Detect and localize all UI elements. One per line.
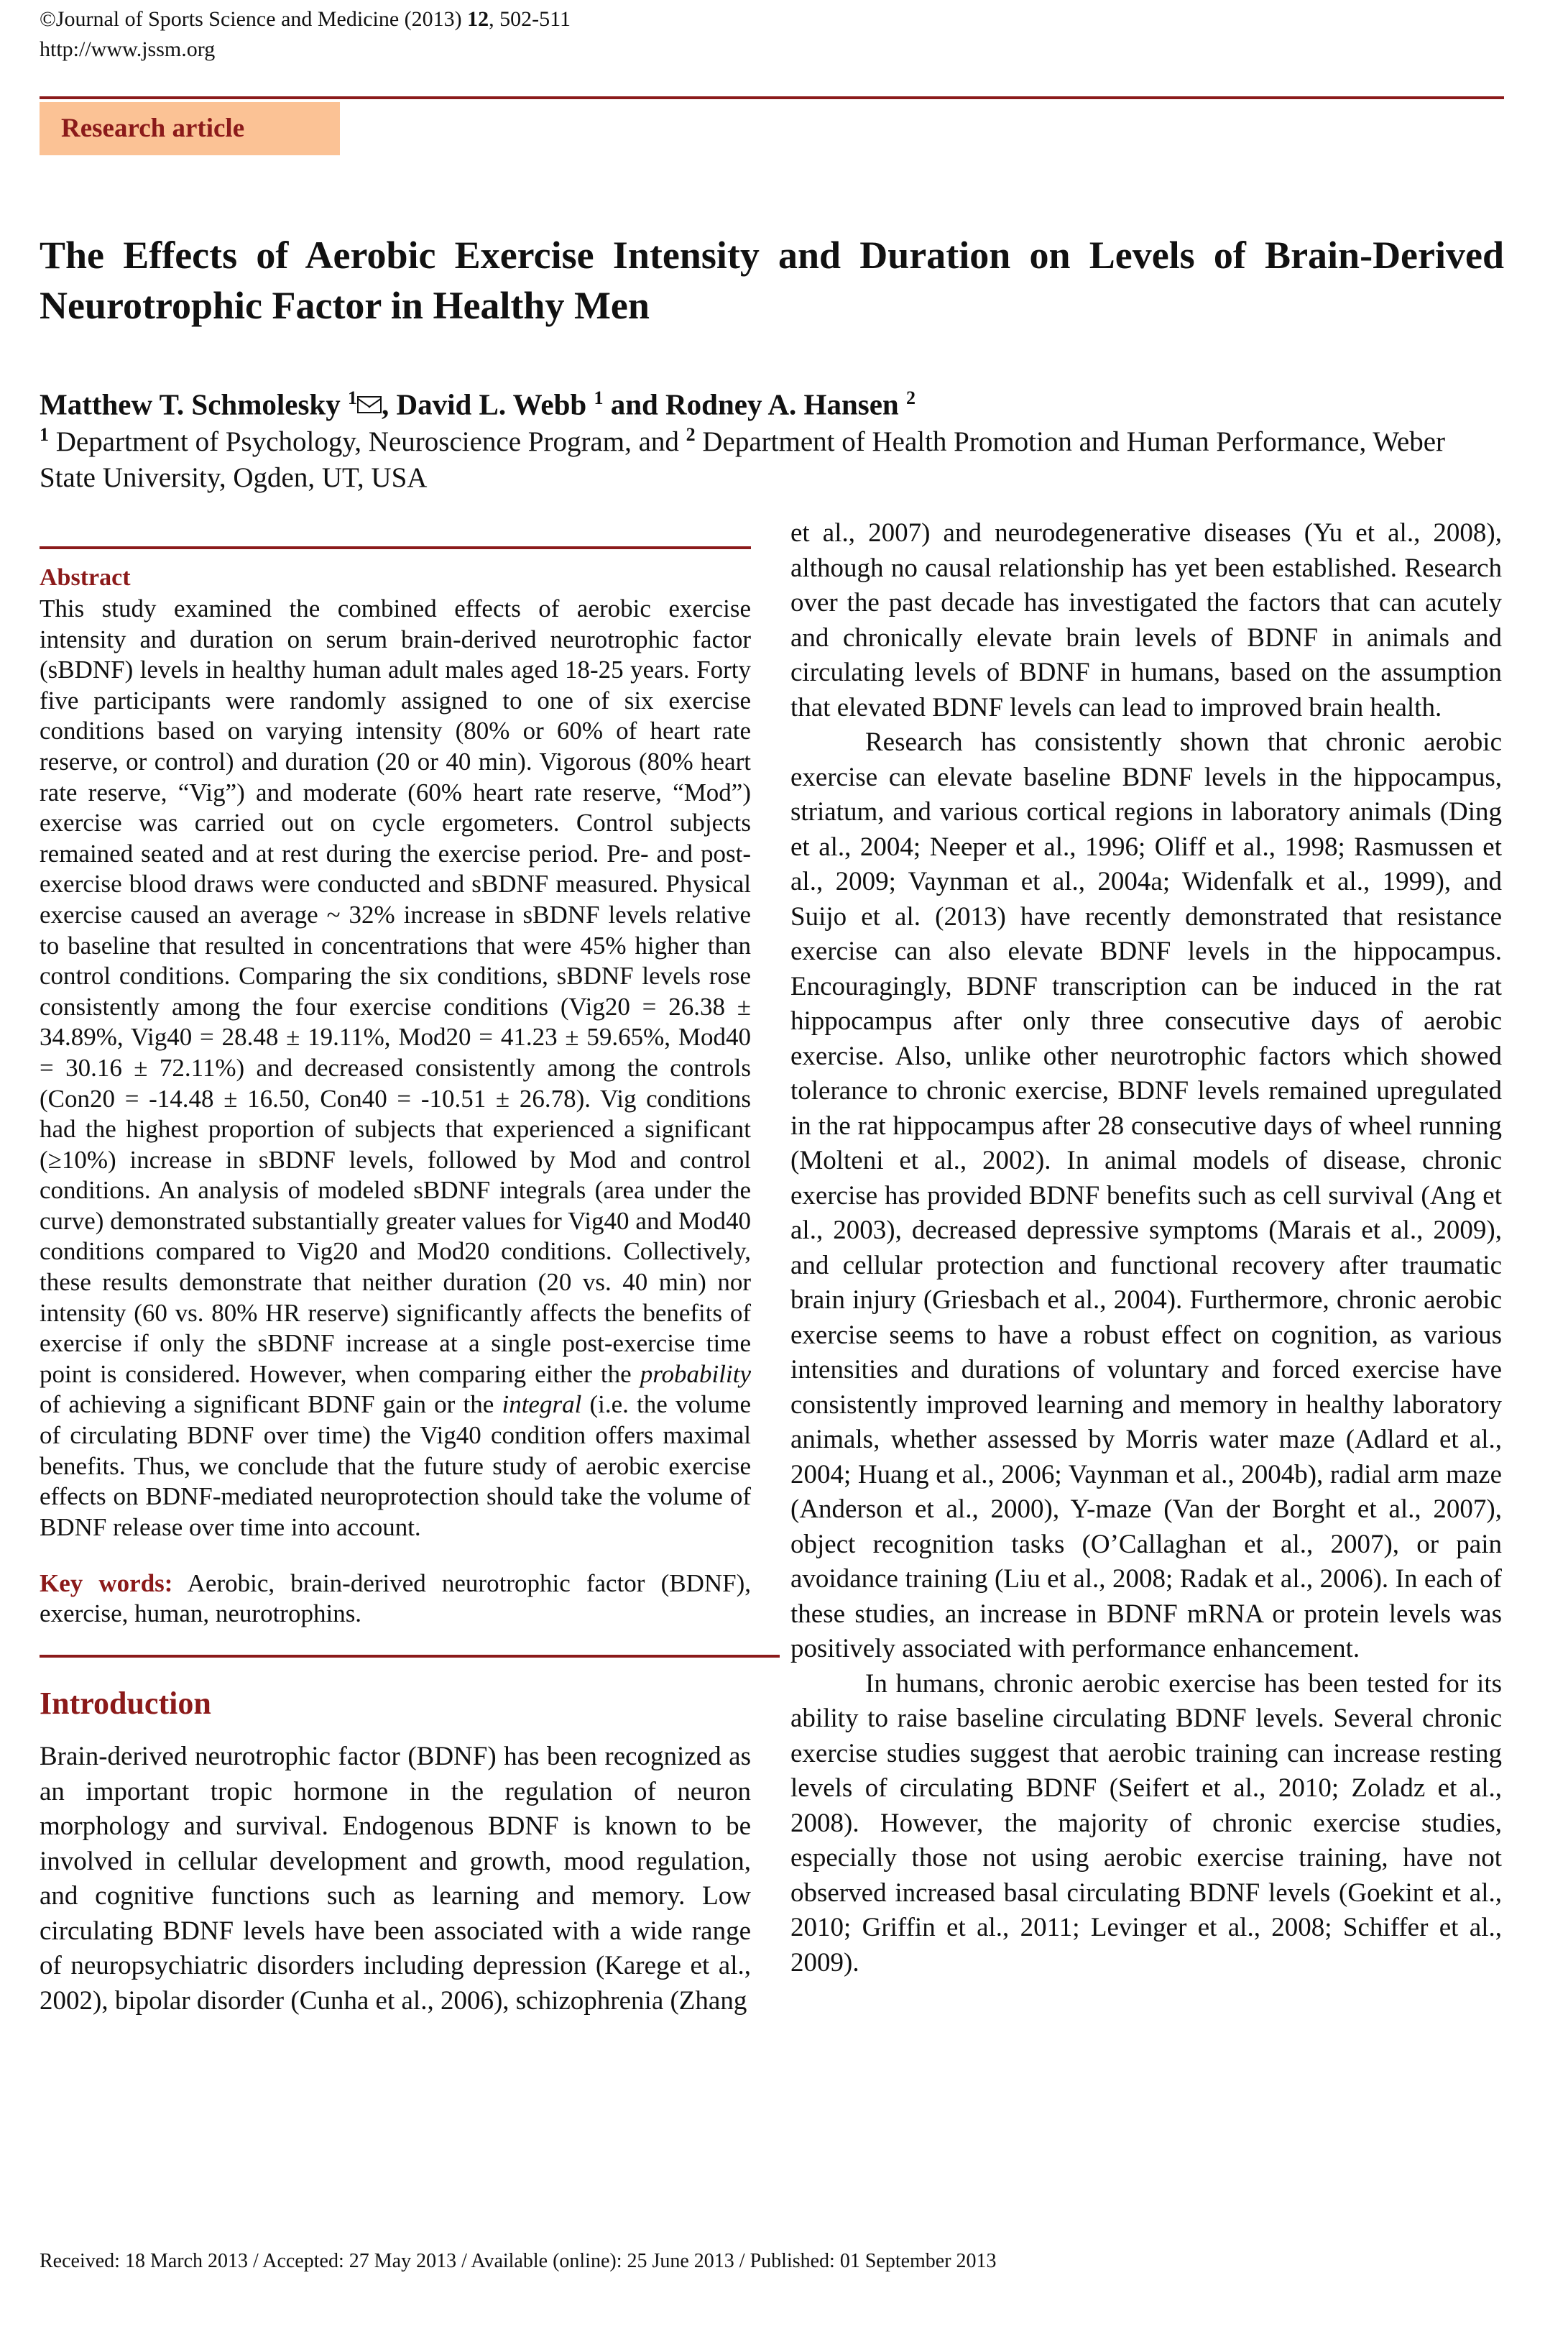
affiliation-text: Department of Health Promotion and Human Performance, Weber State University, Ogden, UT, USA [40, 426, 1446, 493]
affiliations [40, 417, 1504, 496]
journal-citation [40, 6, 571, 33]
article-type-badge: Research article [40, 102, 340, 155]
author-name: and Rodney A. Hansen [603, 387, 906, 421]
keywords-label: Key words: [40, 1569, 173, 1598]
author-name: Matthew T. Schmolesky [40, 387, 348, 421]
email-icon[interactable] [357, 396, 382, 413]
affiliation-text: Department of Psychology, Neuroscience Program, and [49, 426, 686, 457]
author-affiliation-marker: 1 [594, 387, 604, 408]
publication-dates: Received: 18 March 2013 / Accepted: 27 May 2013 / Available (online): 25 June 2013 / Published: 01 September 2013 [40, 2250, 997, 2272]
intro-paragraph: In humans, chronic aerobic exercise has been tested for its ability to raise baseline circulating BDNF levels. Several chronic exercise studies suggest that aerobic training can increase resting levels of circulating BDNF (Seifert et al., 2010; Zoladz et al., 2008). However, the majority of chronic exercise studies, especially those not using aerobic exercise training, have not observed increased basal circulating BDNF levels (Goekint et al., 2010; Griffin et al., 2011; Levinger et al., 2008; Schiffer et al., 2009). [790, 1668, 1502, 1977]
paper-title: The Effects of Aerobic Exercise Intensity and Duration on Levels of Brain-Derived Neurotrophic Factor in Healthy Men [40, 234, 1504, 327]
affiliation-marker: 1 [40, 424, 49, 445]
abstract-text: This study examined the combined effects of aerobic exercise intensity and duration on serum brain-derived neurotrophic factor (sBDNF) levels in healthy human adult males aged 18-25 years. Forty five participants were randomly assigned to one of six exercise conditions based on varying intensity (80% or 60% of heart rate reserve, or control) and duration (20 or 40 min). Vigorous (80% heart rate reserve, “Vig”) and moderate (60% heart rate reserve, “Mod”) exercise was carried out on cycle ergometers. Control subjects remained seated and at rest during the exercise period. Pre- and post-exercise blood draws were conducted and sBDNF measured. Physical exercise caused an average ~ 32% increase in sBDNF levels relative to baseline that resulted in concentrations that were 45% higher than control conditions. Comparing the six conditions, sBDNF levels rose consistently among the four exercise conditions (Vig20 = 26.38 ± 34.89%, Vig40 = 28.48 ± 19.11%, Mod20 = 41.23 ± 59.65%, Mod40 = 30.16 ± 72.11%) and decreased consistently among the controls (Con20 = -14.48 ± 16.50, Con40 = -10.51 ± 26.78). Vig conditions had the highest proportion of subjects that experienced a significant (≥10%) increase in sBDNF levels, followed by Mod and control conditions. An analysis of modeled sBDNF integrals (area under the curve) demonstrated substantially greater values for Vig40 and Mod40 conditions compared to Vig20 and Mod20 conditions. Collectively, these results demonstrate that neither duration (20 vs. 40 min) nor intensity (60 vs. 80% HR reserve) significantly affects the benefits of exercise if only the sBDNF increase at a single post-exercise time point is considered. However, when comparing either the [40, 594, 751, 1388]
introduction-heading: Introduction [40, 1686, 211, 1722]
intro-paragraph: Research has consistently shown that chronic aerobic exercise can elevate baseline BDNF levels in the hippocampus, striatum, and various cortical regions in laboratory animals (Ding et al., 2004; Neeper et al., 1996; Oliff et al., 1998; Rasmussen et al., 2009; Vaynman et al., 2004a; Widenfalk et al., 1999), and Suijo et al. (2013) have recently demonstrated that resistance exercise can also elevate BDNF levels in the hippocampus. Encouragingly, BDNF transcription can be induced in the rat hippocampus after only three consecutive days of aerobic exercise. Also, unlike other neurotrophic factors which showed tolerance to chronic exercise, BDNF levels remained upregulated in the rat hippocampus after 28 consecutive days of wheel running (Molteni et al., 2002). In animal models of disease, chronic exercise has provided BDNF benefits such as cell survival (Ang et al., 2003), decreased depressive symptoms (Marais et al., 2009), and cellular protection and functional recovery after traumatic brain injury (Griesbach et al., 2004). Furthermore, chronic aerobic exercise seems to have a robust effect on cognition, as various intensities and durations of voluntary and forced exercise have consistently improved learning and memory in healthy laboratory animals, whether assessed by Morris water maze (Adlard et al., 2004; Huang et al., 2006; Vaynman et al., 2004b), radial arm maze (Anderson et al., 2000), Y-maze (Van der Borght et al., 2007), object recognition tasks (O’Callaghan et al., 2007), or pain avoidance training (Liu et al., 2008; Radak et al., 2006). In each of these studies, an increase in BDNF mRNA or protein levels was positively associated with performance enhancement. [790, 727, 1502, 1663]
abstract-text: of achieving a significant BDNF gain or the [40, 1390, 502, 1419]
keywords-text: Aerobic, brain-derived neurotrophic factor (BDNF), exercise, human, neurotrophins. [40, 1569, 752, 1628]
intro-paragraph: Brain-derived neurotrophic factor (BDNF) has been recognized as an important tropic hormone in the regulation of neuron morphology and survival. Endogenous BDNF is known to be involved in cellular development and growth, mood regulation, and cognitive functions such as learning and memory. Low circulating BDNF levels have been associated with a wide range of neuropsychiatric disorders including depression (Karege et al., 2002), bipolar disorder (Cunha et al., 2006), schizophrenia (Zhang [40, 1742, 751, 2016]
journal-pages: , 502-511 [489, 7, 571, 31]
journal-volume: 12 [467, 7, 489, 31]
left-column [40, 518, 751, 2018]
abstract-emphasis: integral [502, 1390, 582, 1419]
author-affiliation-marker: 1 [347, 387, 357, 408]
header-divider [40, 96, 1504, 99]
affiliation-marker: 2 [686, 424, 696, 445]
abstract-heading: Abstract [40, 564, 131, 591]
abstract-text: (i.e. the volume of circulating BDNF over time) the Vig40 condition offers maximal benefits. Thus, we conclude that the future study of aerobic exercise effects on BDNF-mediated neuroprotection should take the volume of BDNF release over time into account. [40, 1390, 751, 1541]
author-name: , David L. Webb [381, 387, 594, 421]
right-column [790, 516, 1502, 1980]
intro-paragraph-continued: et al., 2007) and neurodegenerative diseases (Yu et al., 2008), although no causal relationship has yet been established. Research over the past decade has investigated the factors that can acutely and chronically elevate brain levels of BDNF in animals and circulating levels of BDNF in humans, based on the assumption that elevated BDNF levels can lead to improved brain health. [790, 518, 1502, 722]
abstract-emphasis: probability [640, 1359, 751, 1388]
abstract-bottom-divider [40, 1655, 780, 1658]
abstract-top-divider [40, 546, 751, 549]
keywords [40, 1568, 751, 1629]
journal-url[interactable]: http://www.jssm.org [40, 37, 216, 61]
author-affiliation-marker: 2 [905, 387, 916, 408]
abstract-body [40, 594, 751, 1543]
journal-name: ©Journal of Sports Science and Medicine (2013) [40, 7, 468, 31]
